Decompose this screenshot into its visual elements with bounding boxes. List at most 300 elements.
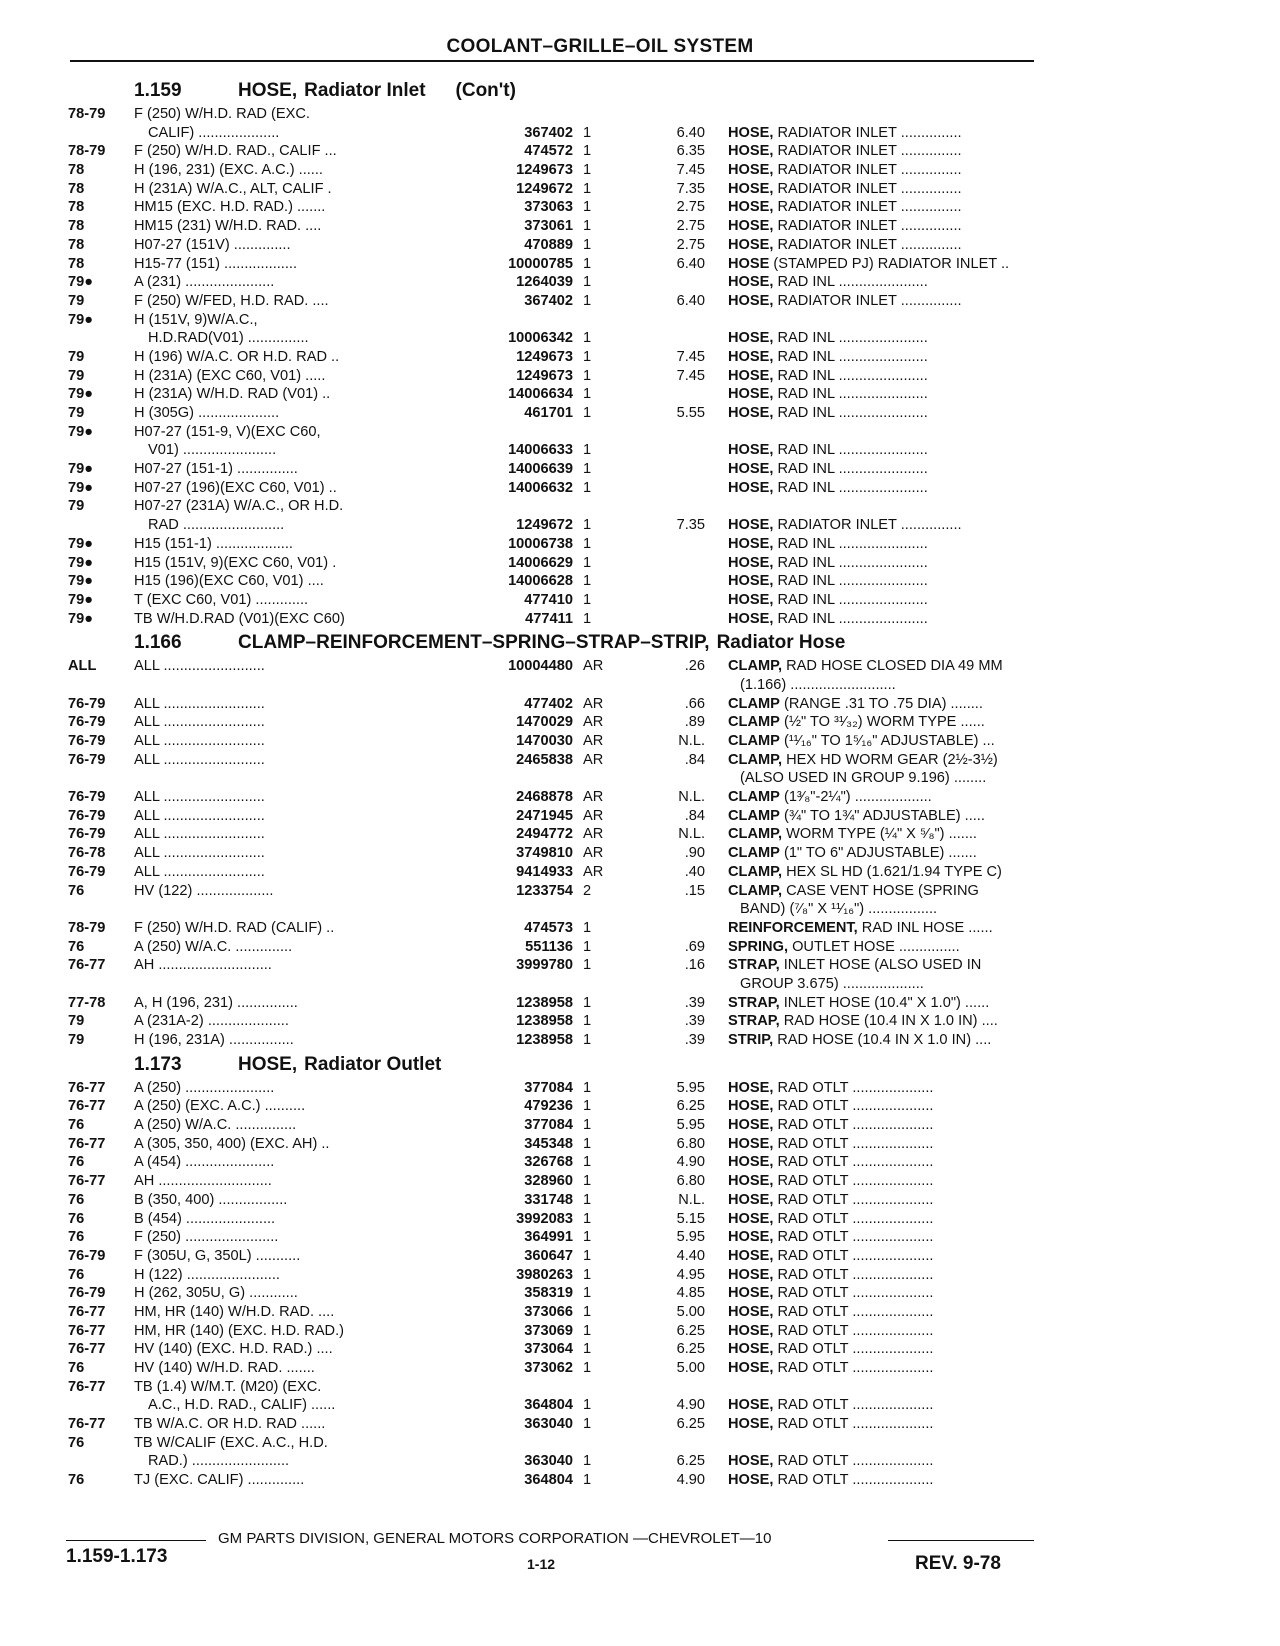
- part-number: 477402: [524, 695, 573, 712]
- part-description: [728, 554, 1090, 573]
- price: 7.45: [676, 162, 705, 179]
- part-description: [728, 1303, 1090, 1322]
- model-year: 79●: [68, 311, 94, 328]
- model-year: 76: [68, 1360, 85, 1376]
- part-name: HOSE,: [728, 591, 774, 608]
- part-description: [728, 385, 1090, 404]
- model-year: 76: [68, 1472, 85, 1489]
- part-detail: RAD INL HOSE ......: [861, 919, 993, 936]
- part-description: [728, 591, 1090, 610]
- quantity: 2: [583, 882, 592, 899]
- parts-row: [68, 1210, 1048, 1229]
- model-year: 76: [68, 1117, 85, 1134]
- quantity: 1: [583, 1098, 592, 1115]
- part-number: 364991: [524, 1229, 573, 1246]
- application-description: F (250) .......................: [134, 1229, 279, 1246]
- part-number: 3992083: [516, 1210, 573, 1227]
- application-description: ALL .........................: [134, 751, 265, 768]
- parts-row: [68, 236, 1048, 255]
- model-year: 76-79: [68, 733, 106, 749]
- price: 6.40: [676, 124, 705, 141]
- parts-row: [68, 1172, 1048, 1191]
- part-description: [728, 1210, 1090, 1229]
- part-description: [728, 1471, 1090, 1490]
- price: 5.95: [676, 1079, 705, 1096]
- price: .39: [684, 994, 705, 1011]
- application-description: RAD .........................: [148, 517, 285, 534]
- part-description: [728, 348, 1090, 367]
- part-name: HOSE,: [728, 180, 774, 197]
- part-name: HOSE,: [728, 1135, 774, 1152]
- part-detail: (¾" TO 1¾" ADJUSTABLE) .....: [783, 807, 985, 824]
- part-number: 373064: [524, 1341, 573, 1358]
- parts-row: [68, 1322, 1048, 1341]
- part-name: CLAMP: [728, 733, 780, 749]
- part-detail: HEX HD WORM GEAR (2½-3½): [786, 751, 998, 768]
- section-heading: [68, 628, 1048, 657]
- model-year: 78-79: [68, 106, 106, 122]
- part-name: HOSE,: [728, 143, 774, 160]
- quantity: 1: [583, 517, 592, 534]
- parts-row: [68, 882, 1048, 901]
- model-year: 76-78: [68, 845, 106, 862]
- part-number: 2494772: [516, 826, 573, 843]
- parts-row: [68, 994, 1048, 1013]
- quantity: 1: [583, 1013, 592, 1030]
- part-number: 551136: [525, 938, 573, 955]
- part-description: [728, 919, 1090, 938]
- part-detail: RAD OTLT ....................: [777, 1210, 934, 1227]
- part-name: HOSE,: [728, 1154, 774, 1171]
- part-number: 1249673: [516, 162, 573, 179]
- application-description: ALL .........................: [134, 658, 265, 675]
- part-name: HOSE,: [728, 162, 774, 179]
- quantity: 1: [583, 442, 592, 459]
- part-name: HOSE,: [728, 1341, 774, 1358]
- parts-row: [68, 1135, 1048, 1154]
- application-description: H (305G) ....................: [134, 405, 280, 421]
- application-description: H07-27 (151-9, V)(EXC C60,: [134, 423, 321, 440]
- part-name: HOSE,: [728, 1303, 774, 1320]
- part-description: [740, 900, 1090, 919]
- part-number: 331748: [524, 1191, 573, 1208]
- parts-row: [68, 1284, 1048, 1303]
- model-year: 76-79: [68, 789, 106, 806]
- parts-catalog-content: [68, 76, 1048, 1490]
- part-description: [728, 367, 1090, 386]
- part-name: HOSE,: [728, 1191, 774, 1208]
- part-description: [728, 404, 1090, 423]
- part-name: HOSE,: [728, 386, 774, 403]
- quantity: AR: [583, 714, 604, 731]
- part-description: [728, 825, 1090, 844]
- part-name: CLAMP: [728, 807, 780, 824]
- model-year: 76: [68, 1266, 85, 1283]
- parts-row: [68, 273, 1048, 292]
- part-description: [728, 863, 1090, 882]
- price: .39: [684, 1032, 705, 1048]
- part-detail: RAD OTLT ....................: [777, 1416, 934, 1433]
- model-year: 77-78: [68, 994, 106, 1011]
- part-description: [728, 1153, 1090, 1172]
- application-description: TB (1.4) W/M.T. (M20) (EXC.: [134, 1378, 322, 1395]
- part-detail: RAD OTLT ....................: [777, 1229, 934, 1246]
- part-description: [728, 1172, 1090, 1191]
- model-year: 79●: [68, 274, 94, 291]
- application-description: ALL .........................: [134, 695, 265, 712]
- part-number: 326768: [524, 1154, 573, 1171]
- model-year: 76: [68, 1229, 85, 1246]
- part-detail: (1³⁄₈"-2¼") ...................: [783, 789, 932, 806]
- application-description: HM, HR (140) W/H.D. RAD. ....: [134, 1303, 335, 1320]
- part-name: HOSE,: [728, 1173, 774, 1190]
- quantity: 1: [583, 1247, 592, 1264]
- part-number: 360647: [524, 1247, 573, 1264]
- model-year: 76-77: [68, 1378, 106, 1395]
- quantity: AR: [583, 826, 604, 843]
- model-year: 79●: [68, 479, 94, 496]
- part-description: [728, 610, 1090, 629]
- part-description: [728, 124, 1090, 143]
- quantity: AR: [583, 789, 604, 806]
- section-continued: (Con't): [455, 80, 516, 101]
- quantity: 1: [583, 1360, 592, 1376]
- part-description: [728, 198, 1090, 217]
- part-detail: RADIATOR INLET ...............: [777, 124, 962, 141]
- part-description: [740, 769, 1090, 788]
- parts-row: [68, 441, 1048, 460]
- price: 6.25: [676, 1453, 705, 1470]
- application-description: A (231A-2) ....................: [134, 1013, 289, 1030]
- section-name-bold: CLAMP–REINFORCEMENT–SPRING–STRAP–STRIP,: [238, 632, 710, 654]
- part-detail: (½" TO ³¹⁄₃₂) WORM TYPE ......: [783, 714, 985, 731]
- part-name: HOSE,: [728, 461, 774, 478]
- quantity: 1: [583, 957, 592, 974]
- part-number: 1233754: [516, 882, 573, 899]
- parts-row: [68, 1340, 1048, 1359]
- application-description: H15 (196)(EXC C60, V01) ....: [134, 573, 324, 590]
- model-year: 76: [68, 1154, 85, 1171]
- parts-row: [68, 1359, 1048, 1378]
- part-detail: RAD OTLT ....................: [777, 1285, 934, 1302]
- model-year: 76: [68, 1191, 85, 1208]
- part-detail: RADIATOR INLET ...............: [777, 517, 962, 534]
- parts-row: [68, 367, 1048, 386]
- model-year: 78-79: [68, 919, 106, 936]
- quantity: AR: [583, 807, 604, 824]
- part-detail: RADIATOR INLET ...............: [777, 180, 962, 197]
- parts-row: [68, 497, 1048, 516]
- part-description: [728, 516, 1090, 535]
- quantity: AR: [583, 733, 604, 749]
- part-detail: (¹¹⁄₁₆" TO 1⁵⁄₁₆" ADJUSTABLE) ...: [783, 733, 995, 749]
- quantity: 1: [583, 274, 592, 291]
- part-name: REINFORCEMENT,: [728, 919, 858, 936]
- application-description: H (231A) (EXC C60, V01) .....: [134, 367, 326, 384]
- application-description: H.D.RAD(V01) ...............: [148, 330, 309, 347]
- application-description: ALL .........................: [134, 863, 265, 880]
- part-detail: RAD INL ......................: [777, 386, 928, 403]
- part-description: [728, 657, 1090, 676]
- price: 6.40: [676, 255, 705, 272]
- model-year: 79●: [68, 573, 94, 590]
- quantity: 1: [583, 1135, 592, 1152]
- part-name: HOSE,: [728, 1397, 774, 1414]
- quantity: 1: [583, 1229, 592, 1246]
- part-description: [728, 994, 1090, 1013]
- application-description: A (250) (EXC. A.C.) ..........: [134, 1098, 306, 1115]
- part-number: 367402: [524, 124, 573, 141]
- part-name: CLAMP: [728, 714, 780, 731]
- application-description: HM15 (231) W/H.D. RAD. ....: [134, 218, 322, 235]
- application-description: A (250) W/A.C. ..............: [134, 938, 293, 955]
- part-name: HOSE,: [728, 1247, 774, 1264]
- application-description: H (196, 231A) ................: [134, 1032, 294, 1048]
- part-name: HOSE,: [728, 610, 774, 627]
- parts-row: [68, 1079, 1048, 1098]
- part-detail: INLET HOSE (10.4" X 1.0") ......: [783, 994, 990, 1011]
- part-number: 373069: [524, 1322, 573, 1339]
- quantity: 1: [583, 1191, 592, 1208]
- model-year: 76: [68, 1210, 85, 1227]
- parts-row: [68, 825, 1048, 844]
- model-year: 78: [68, 199, 85, 216]
- part-name: CLAMP,: [728, 658, 783, 675]
- price: 4.90: [676, 1154, 705, 1171]
- parts-row: [68, 956, 1048, 975]
- quantity: 1: [583, 1210, 592, 1227]
- part-description: [728, 882, 1090, 901]
- part-description: [728, 180, 1090, 199]
- part-name: HOSE,: [728, 236, 774, 253]
- price: .16: [684, 957, 705, 974]
- part-name: HOSE,: [728, 199, 774, 216]
- part-detail: (1.166) ..........................: [740, 676, 896, 693]
- parts-row: [68, 1153, 1048, 1172]
- application-description: TB W/A.C. OR H.D. RAD ......: [134, 1416, 326, 1433]
- part-number: 373063: [524, 199, 573, 216]
- price: N.L.: [678, 789, 705, 806]
- quantity: 1: [583, 1117, 592, 1134]
- section-heading: [68, 1050, 1048, 1079]
- quantity: 1: [583, 573, 592, 590]
- part-description: [728, 1340, 1090, 1359]
- parts-row: [68, 919, 1048, 938]
- footer-publisher-line: GM PARTS DIVISION, GENERAL MOTORS CORPORATION —CHEVROLET—10: [218, 1530, 772, 1547]
- footer-section-range: 1.159-1.173: [66, 1546, 168, 1567]
- section-number: 1.166: [134, 632, 182, 654]
- quantity: 1: [583, 162, 592, 179]
- section-name: Radiator Inlet: [304, 80, 426, 101]
- part-detail: RAD INL ......................: [777, 591, 928, 608]
- model-year: 76-77: [68, 1135, 106, 1152]
- parts-row: [68, 1266, 1048, 1285]
- model-year: 79: [68, 498, 85, 515]
- part-detail: WORM TYPE (¼" X ⁵⁄₈") .......: [786, 826, 977, 843]
- section-name: Radiator Outlet: [304, 1053, 442, 1075]
- price: 6.80: [676, 1173, 705, 1190]
- quantity: 1: [583, 554, 592, 571]
- part-detail: RAD OTLT ....................: [777, 1322, 934, 1339]
- model-year: 79●: [68, 386, 94, 403]
- application-description: A, H (196, 231) ...............: [134, 994, 298, 1011]
- part-name: HOSE,: [728, 274, 774, 291]
- part-description: [728, 1322, 1090, 1341]
- part-name: CLAMP,: [728, 751, 783, 768]
- model-year: 79: [68, 348, 85, 365]
- part-name: STRAP,: [728, 994, 780, 1011]
- part-name: HOSE,: [728, 348, 774, 365]
- parts-row: [68, 1471, 1048, 1490]
- quantity: AR: [583, 751, 604, 768]
- part-number: 358319: [524, 1285, 573, 1302]
- quantity: 1: [583, 1303, 592, 1320]
- application-description: F (250) W/H.D. RAD (EXC.: [134, 106, 310, 122]
- application-description: HM, HR (140) (EXC. H.D. RAD.): [134, 1322, 345, 1339]
- parts-row: [68, 732, 1048, 751]
- part-detail: INLET HOSE (ALSO USED IN: [783, 957, 982, 974]
- part-number: 14006632: [508, 479, 573, 496]
- quantity: 1: [583, 386, 592, 403]
- parts-row: [68, 535, 1048, 554]
- part-name: SPRING,: [728, 938, 789, 955]
- parts-row: [68, 180, 1048, 199]
- footer-revision: REV. 9-78: [915, 1553, 1001, 1574]
- part-number: 14006633: [508, 442, 573, 459]
- part-detail: CASE VENT HOSE (SPRING: [786, 882, 979, 899]
- part-description: [728, 255, 1090, 274]
- price: .15: [684, 882, 705, 899]
- part-detail: RAD OTLT ....................: [777, 1397, 934, 1414]
- section-number: 1.159: [134, 80, 182, 101]
- part-number: 10006342: [508, 330, 573, 347]
- part-detail: RAD INL ......................: [777, 479, 928, 496]
- price: .26: [684, 658, 705, 675]
- quantity: 1: [583, 236, 592, 253]
- model-year: 78: [68, 236, 85, 253]
- part-number: 1249673: [516, 348, 573, 365]
- application-description: TJ (EXC. CALIF) ..............: [134, 1472, 305, 1489]
- quantity: 1: [583, 1173, 592, 1190]
- part-description: [728, 1135, 1090, 1154]
- quantity: 1: [583, 1032, 592, 1048]
- part-number: 3980263: [516, 1266, 573, 1283]
- model-year: 79●: [68, 535, 94, 552]
- application-description: H (196, 231) (EXC. A.C.) ......: [134, 162, 323, 179]
- parts-row: [68, 1303, 1048, 1322]
- part-description: [740, 975, 1090, 994]
- part-number: 1238958: [516, 1032, 573, 1048]
- price: 7.35: [676, 180, 705, 197]
- part-detail: RADIATOR INLET ...............: [777, 292, 962, 309]
- part-detail: RAD INL ......................: [777, 274, 928, 291]
- part-description: [728, 732, 1090, 751]
- quantity: 1: [583, 938, 592, 955]
- part-name: HOSE,: [728, 1079, 774, 1096]
- parts-row: [68, 1452, 1048, 1471]
- quantity: AR: [583, 845, 604, 862]
- part-detail: GROUP 3.675) ....................: [740, 975, 924, 992]
- part-detail: RAD OTLT ....................: [777, 1154, 934, 1171]
- part-description: [728, 844, 1090, 863]
- part-name: HOSE: [728, 255, 770, 272]
- application-description: ALL .........................: [134, 807, 265, 824]
- part-detail: RAD HOSE (10.4 IN X 1.0 IN) ....: [777, 1032, 992, 1048]
- price: 5.15: [676, 1210, 705, 1227]
- part-detail: RAD HOSE (10.4 IN X 1.0 IN) ....: [783, 1013, 998, 1030]
- part-name: CLAMP,: [728, 826, 783, 843]
- application-description: H07-27 (151-1) ...............: [134, 461, 298, 478]
- model-year: 79: [68, 367, 85, 384]
- application-description: H07-27 (231A) W/A.C., OR H.D.: [134, 498, 344, 515]
- part-detail: RAD OTLT ....................: [777, 1303, 934, 1320]
- part-name: HOSE,: [728, 1472, 774, 1489]
- parts-row: [68, 1097, 1048, 1116]
- price: .89: [684, 714, 705, 731]
- part-description: [728, 751, 1090, 770]
- part-detail: RAD OTLT ....................: [777, 1266, 934, 1283]
- quantity: 1: [583, 919, 592, 936]
- part-description: [728, 460, 1090, 479]
- part-number: 3999780: [516, 957, 573, 974]
- price: 5.95: [676, 1229, 705, 1246]
- model-year: 76-79: [68, 1247, 106, 1264]
- quantity: 1: [583, 1397, 592, 1414]
- part-number: 1264039: [516, 274, 573, 291]
- price: .84: [684, 807, 705, 824]
- part-number: 345348: [524, 1135, 573, 1152]
- part-name: HOSE,: [728, 1266, 774, 1283]
- application-description: ALL .........................: [134, 733, 265, 749]
- price: N.L.: [678, 733, 705, 749]
- model-year: 79: [68, 292, 85, 309]
- parts-row: [68, 198, 1048, 217]
- part-number: 477410: [524, 591, 573, 608]
- part-description: [728, 788, 1090, 807]
- application-description: A (250) W/A.C. ...............: [134, 1117, 297, 1134]
- parts-row: [68, 657, 1048, 676]
- parts-row: [68, 807, 1048, 826]
- application-description: H07-27 (151V) ..............: [134, 236, 291, 253]
- part-description: [728, 956, 1090, 975]
- part-detail: RAD INL ......................: [777, 405, 928, 421]
- application-description: B (454) ......................: [134, 1210, 276, 1227]
- part-number: 364804: [524, 1397, 573, 1414]
- model-year: 78: [68, 162, 85, 179]
- part-description: [728, 695, 1090, 714]
- part-name: STRAP,: [728, 957, 780, 974]
- part-description: [728, 938, 1090, 957]
- part-description: [728, 1116, 1090, 1135]
- price: 6.35: [676, 143, 705, 160]
- parts-row: [68, 311, 1048, 330]
- quantity: 1: [583, 1079, 592, 1096]
- model-year: 79●: [68, 554, 94, 571]
- part-number: 3749810: [516, 845, 573, 862]
- section-name: Radiator Hose: [716, 632, 846, 654]
- part-name: CLAMP,: [728, 863, 783, 880]
- application-description: TB W/CALIF (EXC. A.C., H.D.: [134, 1434, 328, 1451]
- price: 7.45: [676, 348, 705, 365]
- part-detail: RAD OTLT ....................: [777, 1360, 934, 1376]
- model-year: 79●: [68, 461, 94, 478]
- part-number: 474572: [524, 143, 573, 160]
- quantity: 1: [583, 180, 592, 197]
- price: 2.75: [676, 236, 705, 253]
- part-detail: RAD OTLT ....................: [777, 1117, 934, 1134]
- application-description: H (262, 305U, G) ............: [134, 1285, 298, 1302]
- price: 5.55: [676, 405, 705, 421]
